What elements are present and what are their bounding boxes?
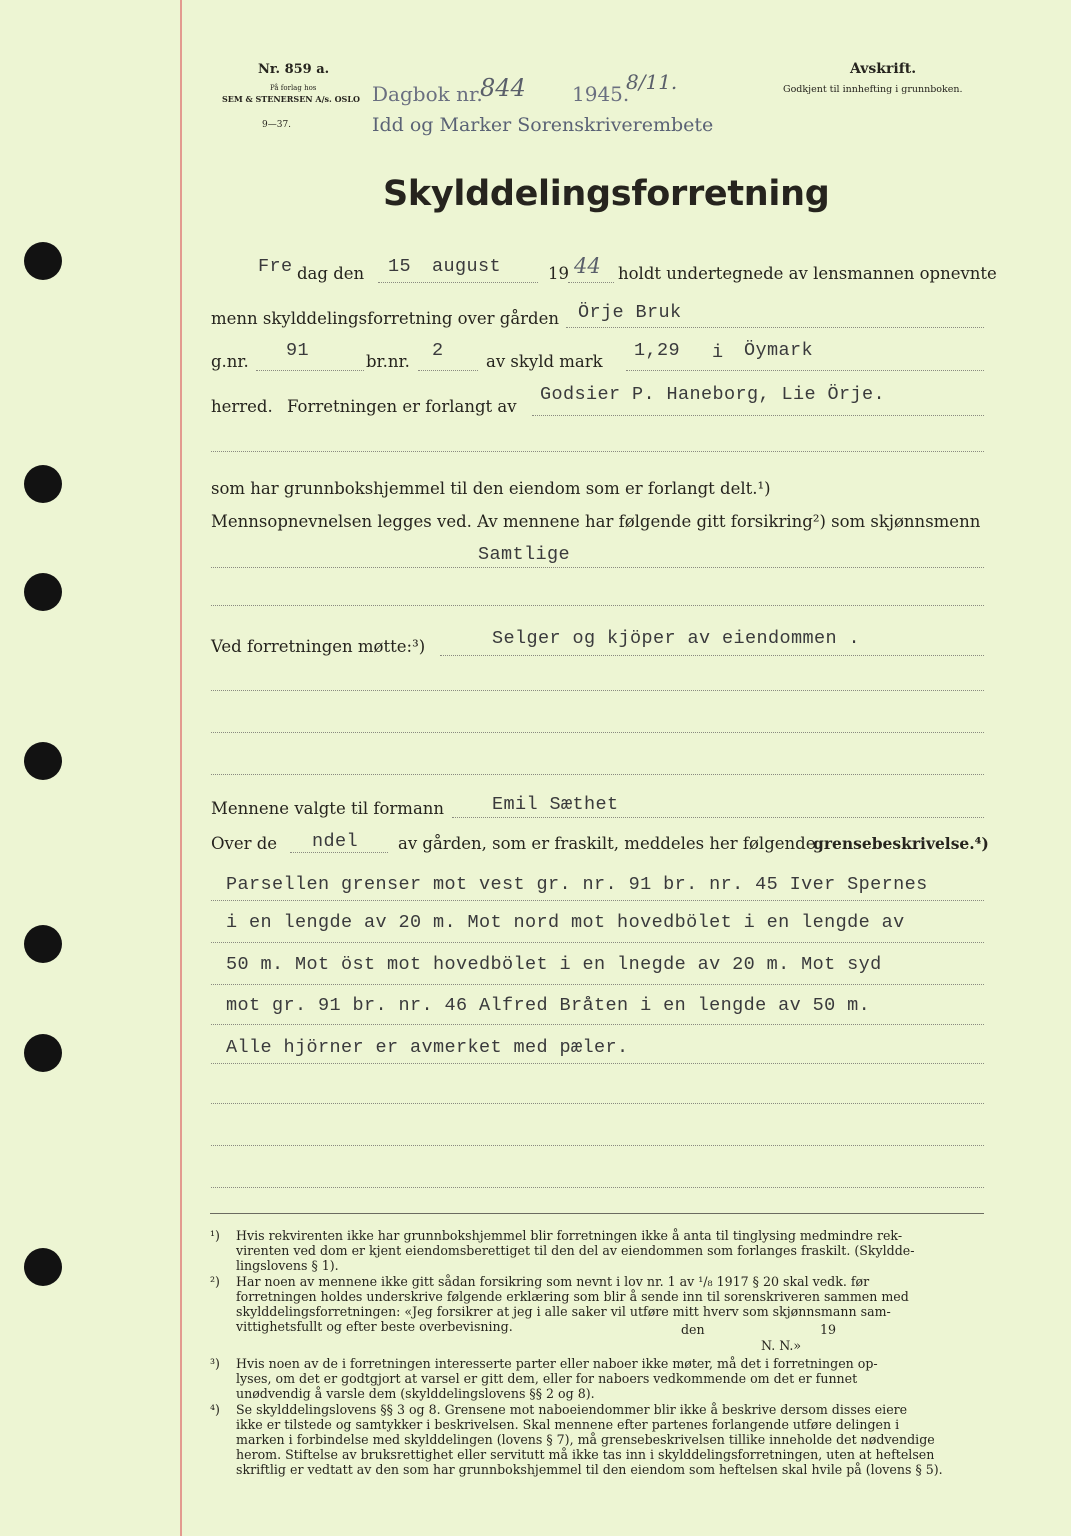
month-value: august (432, 256, 502, 277)
dotted-line (532, 415, 984, 416)
year-suffix: 44 (574, 254, 601, 278)
dotted-line (211, 732, 984, 733)
dotted-line (452, 817, 984, 818)
dotted-line (211, 942, 984, 943)
day-value: 15 (388, 256, 412, 277)
skyld-value: 1,29 (634, 340, 681, 361)
oath-value: Samtlige (478, 544, 571, 565)
footnote-1-line: Hvis rekvirenten ikke har grunnbokshjemmel blir forretningen ikke å anta til tinglysing medmindre rek- (236, 1228, 903, 1243)
dotted-line (211, 605, 984, 606)
boundary-label: av gården, som er fraskilt, meddeles her følgende (398, 834, 816, 853)
publisher-line1: På forlag hos (270, 84, 317, 92)
dotted-line (211, 1063, 984, 1064)
dotted-line (211, 984, 984, 985)
publisher-line2: SEM & STENERSEN A/s. OSLO (222, 94, 360, 104)
oath-line: Mennsopnevnelsen legges ved. Av mennene har følgende gitt forsikring²) som skjønnsmenn (211, 512, 981, 531)
footnote-4-line: skriftlig er vedtatt av den som har grunnbokshjemmel til den eiendom som heftelsen skal hvile på (lovens § 5). (236, 1462, 943, 1477)
boundary-bold: grensebeskrivelse.⁴) (813, 834, 989, 853)
year-prefix: 19 (548, 264, 569, 283)
footnote-2-line: Har noen av mennene ikke gitt sådan forsikring som nevnt i lov nr. 1 av ¹/₈ 1917 § 20 skal vedk. før (236, 1274, 870, 1289)
chair-label: Mennene valgte til formann (211, 799, 445, 818)
binder-hole (24, 742, 62, 780)
dotted-line (626, 370, 984, 371)
footnote-2-line: skylddelingsforretningen: «Jeg forsikrer at jeg i alle saker vil utføre mitt hverv som skjønnsmann sam- (236, 1304, 891, 1319)
footnote-3-line: unødvendig å varsle dem (skylddelingslovens §§ 2 og 8). (236, 1386, 595, 1401)
bnr-label: br.nr. (366, 352, 410, 371)
dotted-line (211, 567, 984, 568)
footnote-number: ³) (210, 1356, 220, 1371)
dotted-line (378, 282, 538, 283)
copy-label: Avskrift. (850, 61, 917, 77)
footnote-rule (210, 1213, 984, 1214)
footnote-3-line: Hvis noen av de i forretningen interesserte parter eller naboer ikke møter, må det i forretningen op- (236, 1356, 878, 1371)
dotted-line (566, 327, 984, 328)
herred-name: Öymark (744, 340, 814, 361)
requested-label: Forretningen er forlangt av (287, 397, 517, 416)
attended-value: Selger og kjöper av eiendommen . (492, 628, 861, 649)
dotted-line (211, 1024, 984, 1025)
binder-hole (24, 925, 62, 963)
binder-hole (24, 1034, 62, 1072)
page-title: Skylddelingsforretning (383, 174, 830, 214)
after-year: holdt undertegnede av lensmannen opnevnte (618, 264, 997, 283)
dotted-line (568, 282, 614, 283)
day-suffix: dag den (297, 264, 365, 283)
attended-label: Ved forretningen møtte:³) (211, 637, 426, 656)
gnr-label: g.nr. (211, 352, 249, 371)
footnote-4-line: marken i forbindelse med skylddelingen (lovens § 7), må grensebeskrivelsen tillike inneholde det nødvendige (236, 1432, 935, 1447)
footnote-number: ⁴) (210, 1402, 220, 1417)
requested-by: Godsier P. Haneborg, Lie Örje. (540, 384, 886, 405)
chair-value: Emil Sæthet (492, 794, 619, 815)
approved-line: Godkjent til innhefting i grunnboken. (783, 84, 963, 95)
dotted-line (211, 900, 984, 901)
office-stamp: Idd og Marker Sorenskriverembete (372, 114, 714, 136)
footnote-2-sign: N. N.» (761, 1338, 802, 1353)
farm-name: Örje Bruk (578, 302, 682, 323)
day-prefix: Fre (258, 256, 293, 277)
deed-line: som har grunnbokshjemmel til den eiendom som er forlangt delt.¹) (211, 479, 771, 498)
dotted-line (211, 1187, 984, 1188)
binder-hole (24, 465, 62, 503)
boundary-line: i en lengde av 20 m. Mot nord mot hovedbölet i en lengde av (226, 912, 905, 933)
dagbok-label: Dagbok nr. (372, 82, 483, 106)
dotted-line (256, 370, 364, 371)
dotted-line (211, 451, 984, 452)
footnote-2-year: 19 (820, 1322, 837, 1337)
dagbok-number: 844 (480, 74, 526, 102)
footnote-3-line: lyses, om det er godtgjort at varsel er gitt dem, eller for naboers vedkommende om det er funnet (236, 1371, 858, 1386)
boundary-line: 50 m. Mot öst mot hovedbölet i en lnegde av 20 m. Mot syd (226, 954, 882, 975)
footnote-2-line: vittighetsfullt og efter beste overbevisning. (236, 1319, 513, 1334)
farm-label: menn skylddelingsforretning over gården (211, 309, 560, 328)
footnote-1-line: lingslovens § 1). (236, 1258, 339, 1273)
dagbok-year: 1945. (572, 82, 630, 106)
bnr-value: 2 (432, 340, 444, 361)
dagbok-date: 8/11. (626, 70, 678, 94)
herred-label: herred. (211, 397, 273, 416)
dotted-line (211, 774, 984, 775)
over-label: Over de (211, 834, 278, 853)
dotted-line (211, 1145, 984, 1146)
dotted-line (290, 852, 388, 853)
binder-hole (24, 573, 62, 611)
dotted-line (211, 690, 984, 691)
over-value: ndel (312, 831, 359, 852)
footnote-4-line: herom. Stiftelse av bruksrettighet eller servitutt må ikke tas inn i skylddelingsforretningen, uten at heftelsen (236, 1447, 935, 1462)
margin-rule (180, 0, 182, 1536)
skyld-label: av skyld mark (486, 352, 603, 371)
binder-hole (24, 242, 62, 280)
footnote-4-line: ikke er tilstede og samtykker i beskrivelsen. Skal mennene efter partenes forlangende utføre delingen i (236, 1417, 900, 1432)
gnr-value: 91 (286, 340, 310, 361)
dotted-line (418, 370, 478, 371)
footnote-4-line: Se skylddelingslovens §§ 3 og 8. Grensene mot naboeiendommer blir ikke å beskrive dersom disses eiere (236, 1402, 908, 1417)
boundary-line: Parsellen grenser mot vest gr. nr. 91 br. nr. 45 Iver Spernes (226, 874, 928, 895)
footnote-number: ²) (210, 1274, 220, 1289)
dotted-line (211, 1103, 984, 1104)
footnote-1-line: virenten ved dom er kjent eiendomsberettiget til den del av eiendommen som forlanges fraskilt. (Skyldde- (236, 1243, 915, 1258)
footnote-number: ¹) (210, 1228, 220, 1243)
print-date: 9—37. (262, 120, 292, 130)
footnote-2-den: den (681, 1322, 705, 1337)
footnote-2-line: forretningen holdes underskrive følgende erklæring som blir å sende inn til sorenskriveren sammen med (236, 1289, 909, 1304)
binder-hole (24, 1248, 62, 1286)
i-label: i (712, 342, 724, 363)
boundary-line: mot gr. 91 br. nr. 46 Alfred Bråten i en lengde av 50 m. (226, 995, 871, 1016)
form-number: Nr. 859 a. (258, 62, 330, 77)
boundary-line: Alle hjörner er avmerket med pæler. (226, 1037, 629, 1058)
dotted-line (440, 655, 984, 656)
